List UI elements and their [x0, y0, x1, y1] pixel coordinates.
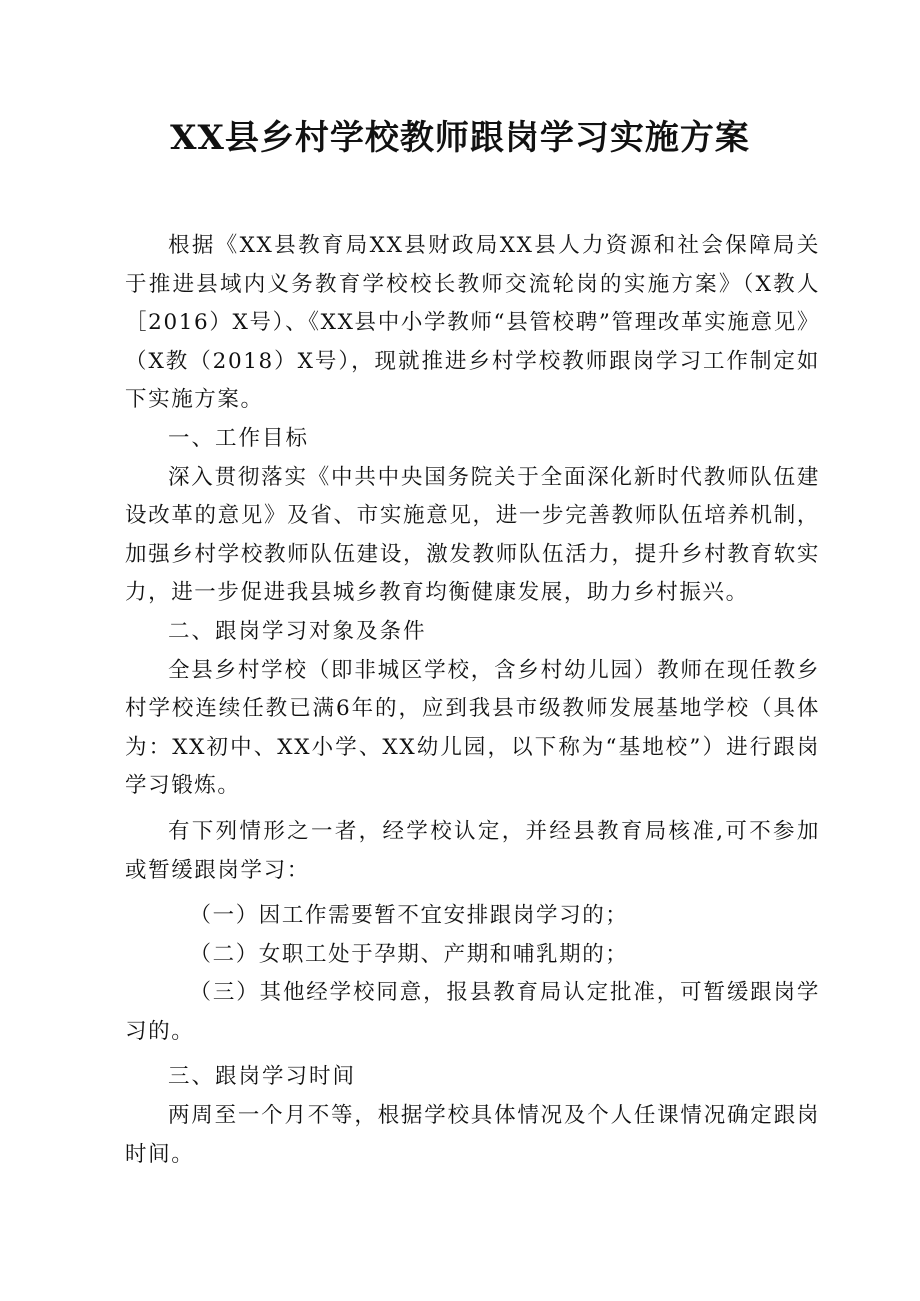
exemption-item-1: （一）因工作需要暂不宜安排跟岗学习的； — [189, 903, 629, 929]
exemption-intro-paragraph: 有下列情形之一者，经学校认定，并经县教育局核准,可不参加或暂缓跟岗学习： — [125, 818, 820, 883]
exemption-item-3: （三）其他经学校同意，报县教育局认定批准，可暂缓跟岗学习的。 — [125, 980, 820, 1044]
document-title: XX县乡村学校教师跟岗学习实施方案 — [170, 118, 750, 158]
study-time-paragraph: 两周至一个月不等，根据学校具体情况及个人任课情况确定跟岗时间。 — [125, 1103, 820, 1167]
intro-paragraph: 根据《XX县教育局XX县财政局XX县人力资源和社会保障局关于推进县域内义务教育学校校长教师交流轮岗的实施方案》（X教人［2016）X号）、《XX县中小学教师“县管校聘”管理改革实施意见》（X教（2018）X号），现就推进乡村学校教师跟岗学习工作制定如下实施方案。 — [125, 233, 820, 413]
section-heading-study-time: 三、跟岗学习时间 — [168, 1064, 357, 1090]
exemption-item-2: （二）女职工处于孕期、产期和哺乳期的； — [189, 941, 629, 967]
document-body — [125, 227, 820, 1174]
section-heading-work-goal: 一、工作目标 — [168, 425, 310, 451]
work-goal-paragraph: 深入贯彻落实《中共中央国务院关于全面深化新时代教师队伍建设改革的意见》及省、市实施意见，进一步完善教师队伍培养机制，加强乡村学校教师队伍建设，激发教师队伍活力，提升乡村教育软实力，进一步促进我县城乡教育均衡健康发展，助力乡村振兴。 — [125, 464, 820, 606]
section-heading-target-conditions: 二、跟岗学习对象及条件 — [168, 618, 427, 644]
target-conditions-paragraph: 全县乡村学校（即非城区学校，含乡村幼儿园）教师在现任教乡村学校连续任教已满6年的，应到我县市级教师发展基地学校（具体为：XX初中、XX小学、XX幼儿园，以下称为“基地校”）进行跟岗学习锻炼。 — [125, 657, 820, 799]
